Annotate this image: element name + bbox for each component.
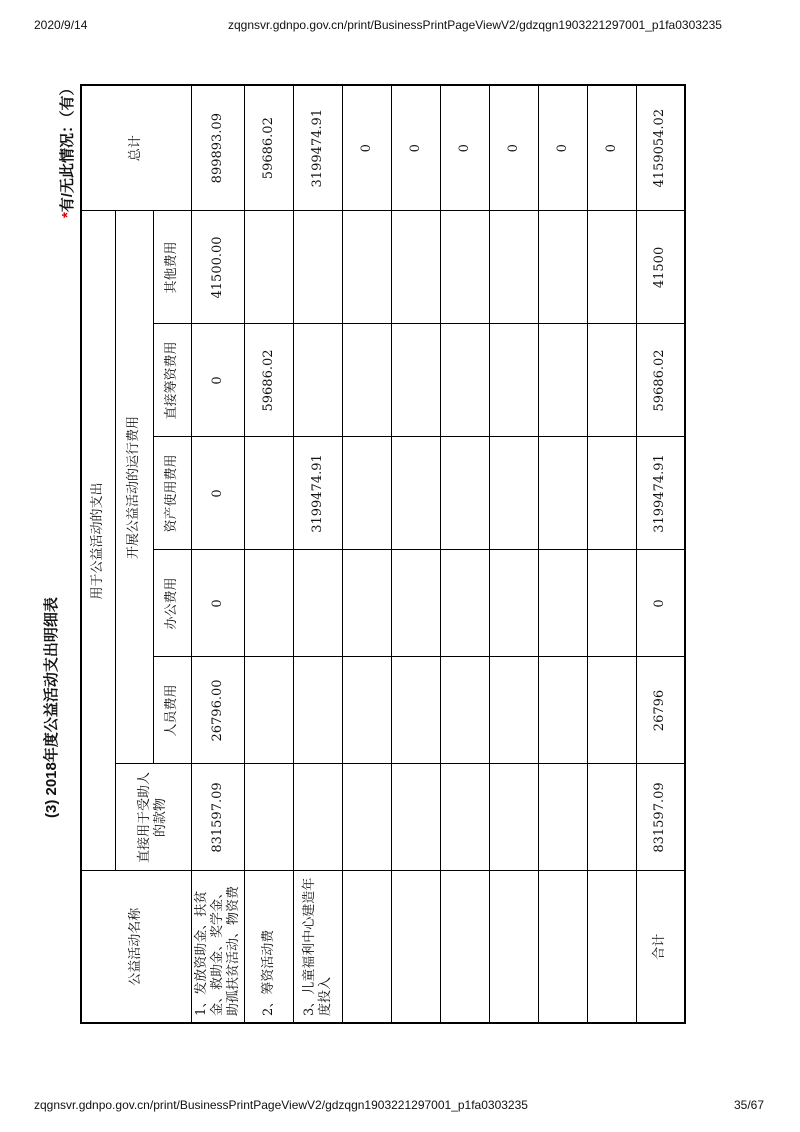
row-office: 0 (191, 550, 245, 657)
row-personnel (441, 657, 490, 764)
table-row (490, 85, 539, 1023)
row-name: 1、发放资助金、扶贫金、救助金、奖学金、助孤扶贫活动、物资费 (191, 871, 245, 1023)
total-personnel: 26796 (637, 657, 685, 764)
row-fundraising (490, 324, 539, 437)
col-header-other: 其他费用 (153, 211, 191, 324)
group-header-operating: 开展公益活动的运行费用 (115, 211, 153, 764)
total-other: 41500 (637, 211, 685, 324)
total-grand: 4159054.02 (637, 85, 685, 211)
row-fundraising (343, 324, 392, 437)
row-asset (392, 437, 441, 550)
total-label: 合计 (637, 871, 685, 1023)
table-row (294, 85, 343, 1023)
row-personnel (490, 657, 539, 764)
row-fundraising (392, 324, 441, 437)
row-direct (588, 764, 637, 871)
col-header-fundraising: 直接筹资费用 (153, 324, 191, 437)
table-row (343, 85, 392, 1023)
row-fundraising (588, 324, 637, 437)
row-name (539, 871, 588, 1023)
row-other (392, 211, 441, 324)
row-personnel (343, 657, 392, 764)
row-direct (245, 764, 294, 871)
row-other (588, 211, 637, 324)
row-total: 899893.09 (191, 85, 245, 211)
table-row (245, 85, 294, 1023)
row-total: 0 (588, 85, 637, 211)
print-date: 2020/9/14 (34, 18, 88, 32)
row-fundraising (441, 324, 490, 437)
row-office (539, 550, 588, 657)
row-personnel (245, 657, 294, 764)
row-name: 3、儿童福利中心建造年度投入 (294, 871, 343, 1023)
row-asset: 3199474.91 (294, 437, 343, 550)
row-personnel: 26796.00 (191, 657, 245, 764)
row-direct (539, 764, 588, 871)
row-direct (294, 764, 343, 871)
row-name: 2、筹资活动费 (245, 871, 294, 1023)
row-name (588, 871, 637, 1023)
total-asset: 3199474.91 (637, 437, 685, 550)
col-header-asset: 资产使用费用 (153, 437, 191, 550)
row-other: 41500.00 (191, 211, 245, 324)
col-header-total: 总计 (81, 85, 191, 211)
row-fundraising (294, 324, 343, 437)
has-data-label: 有/无此情况：（有） (59, 80, 76, 213)
row-office (245, 550, 294, 657)
row-name (343, 871, 392, 1023)
table-row (191, 85, 245, 1023)
row-direct (343, 764, 392, 871)
row-asset (588, 437, 637, 550)
total-fundraising: 59686.02 (637, 324, 685, 437)
total-office: 0 (637, 550, 685, 657)
total-row (637, 85, 685, 1023)
group-header-main: 用于公益活动的支出 (81, 211, 115, 871)
row-office (294, 550, 343, 657)
row-asset (441, 437, 490, 550)
row-direct (392, 764, 441, 871)
page-number: 35/67 (733, 1098, 764, 1112)
row-name (490, 871, 539, 1023)
row-office (490, 550, 539, 657)
row-total: 59686.02 (245, 85, 294, 211)
row-name (441, 871, 490, 1023)
row-total: 3199474.91 (294, 85, 343, 211)
row-total: 0 (490, 85, 539, 211)
row-asset: 0 (191, 437, 245, 550)
col-header-name: 公益活动名称 (81, 871, 191, 1023)
row-office (343, 550, 392, 657)
row-personnel (588, 657, 637, 764)
row-office (441, 550, 490, 657)
has-data-indicator (56, 80, 77, 218)
print-url-footer: zqgnsvr.gdnpo.gov.cn/print/BusinessPrintPageViewV2/gdzqgn1903221297001_p1fa0303235 (34, 1098, 528, 1112)
total-direct: 831597.09 (637, 764, 685, 871)
row-direct: 831597.09 (191, 764, 245, 871)
row-total: 0 (539, 85, 588, 211)
required-star: * (59, 212, 76, 218)
expense-table-wrapper (80, 86, 668, 1024)
row-asset (343, 437, 392, 550)
row-fundraising: 59686.02 (245, 324, 294, 437)
expense-table (80, 84, 686, 1024)
row-total: 0 (441, 85, 490, 211)
col-header-direct: 直接用于受助人的款物 (115, 764, 191, 871)
row-direct (441, 764, 490, 871)
row-fundraising (539, 324, 588, 437)
row-other (294, 211, 343, 324)
row-personnel (294, 657, 343, 764)
row-other (539, 211, 588, 324)
row-direct (490, 764, 539, 871)
row-total: 0 (343, 85, 392, 211)
row-asset (245, 437, 294, 550)
row-other (343, 211, 392, 324)
row-personnel (539, 657, 588, 764)
row-asset (539, 437, 588, 550)
col-header-personnel: 人员费用 (153, 657, 191, 764)
row-name (392, 871, 441, 1023)
table-row (392, 85, 441, 1023)
print-url-header: zqgnsvr.gdnpo.gov.cn/print/BusinessPrintPageViewV2/gdzqgn1903221297001_p1fa0303235 (228, 18, 722, 32)
row-other (245, 211, 294, 324)
row-office (588, 550, 637, 657)
table-row (588, 85, 637, 1023)
col-header-office: 办公费用 (153, 550, 191, 657)
row-personnel (392, 657, 441, 764)
table-row (441, 85, 490, 1023)
row-fundraising: 0 (191, 324, 245, 437)
row-other (441, 211, 490, 324)
row-office (392, 550, 441, 657)
row-total: 0 (392, 85, 441, 211)
table-row (539, 85, 588, 1023)
row-other (490, 211, 539, 324)
section-title: (3) 2018年度公益活动支出明细表 (43, 597, 60, 818)
row-asset (490, 437, 539, 550)
